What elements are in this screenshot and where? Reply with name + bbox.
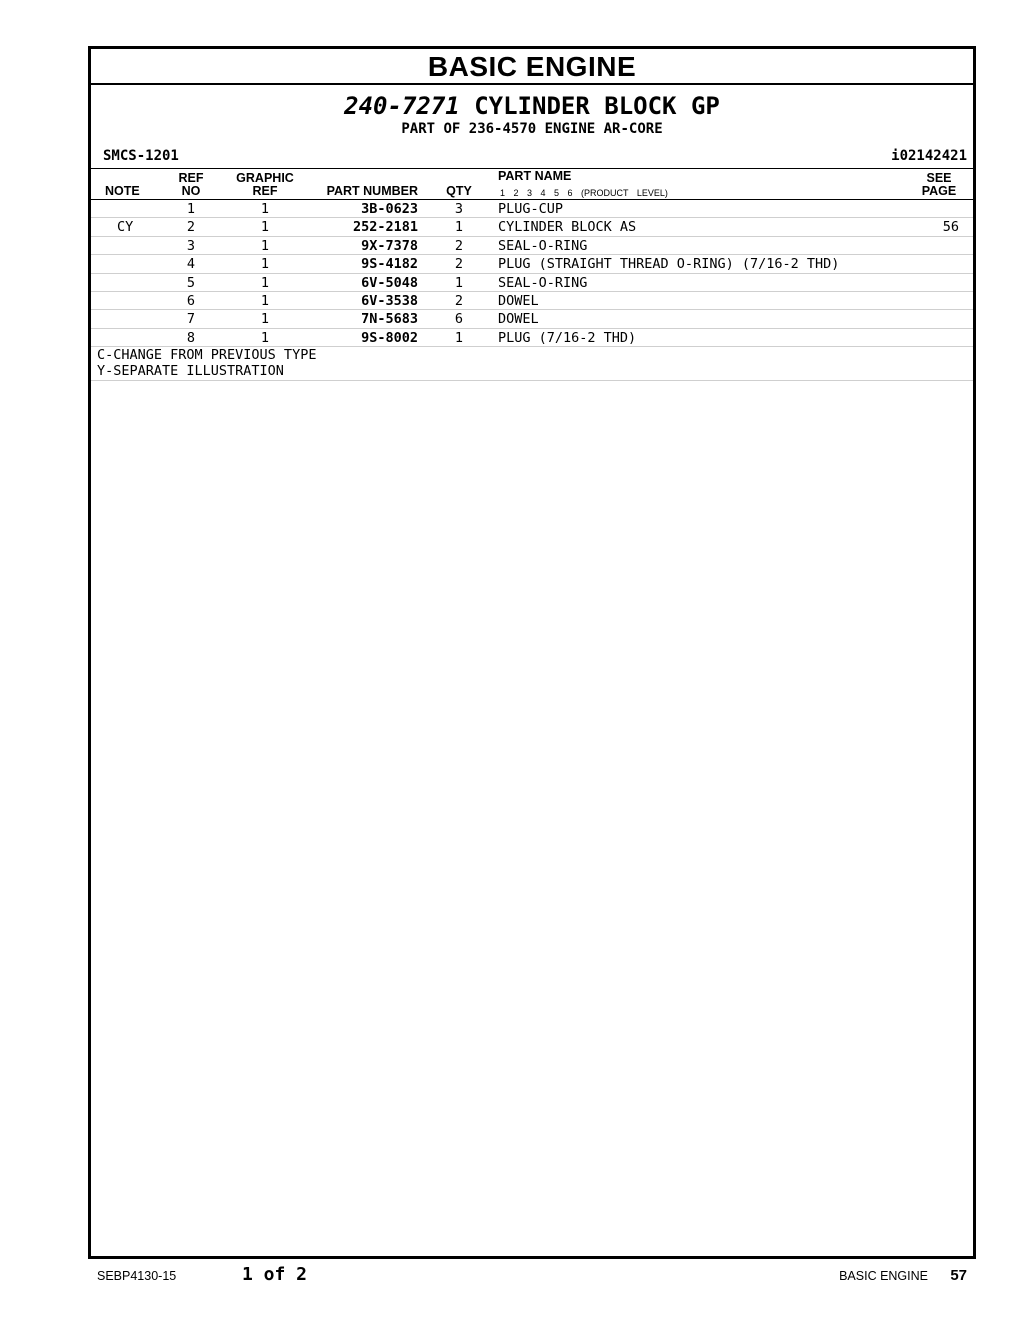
row-note: CY xyxy=(117,219,134,236)
section-title: BASIC ENGINE xyxy=(91,49,973,85)
row-part-name: DOWEL xyxy=(498,292,539,309)
page-frame xyxy=(88,46,976,1259)
header-graphic-1: GRAPHIC xyxy=(236,171,294,185)
row-qty: 2 xyxy=(454,292,464,309)
footer-page-of: 1 of 2 xyxy=(242,1264,308,1285)
header-ref-1: REF xyxy=(178,171,204,185)
row-part-name: PLUG (STRAIGHT THREAD O-RING) (7/16-2 THD) xyxy=(498,256,840,273)
row-part-number: 9S-8002 xyxy=(361,329,418,346)
row-qty: 2 xyxy=(454,237,464,254)
row-graphic-ref: 1 xyxy=(260,201,270,217)
group-number: 240-7271 xyxy=(344,92,460,120)
footer-section: BASIC ENGINE xyxy=(839,1269,928,1283)
note-separate: Y-SEPARATE ILLUSTRATION xyxy=(97,362,284,379)
parts-table xyxy=(91,200,973,347)
header-see-2: PAGE xyxy=(921,184,957,198)
row-graphic-ref: 1 xyxy=(260,292,270,309)
header-ref-2: NO xyxy=(181,184,201,198)
row-part-number: 252-2181 xyxy=(352,219,418,236)
row-part-number: 9S-4182 xyxy=(361,256,418,273)
table-row xyxy=(91,237,973,255)
header-see-1: SEE xyxy=(926,171,952,185)
notes-block xyxy=(91,347,973,381)
codes-row xyxy=(91,146,973,169)
row-ref: 6 xyxy=(186,292,196,309)
table-row xyxy=(91,255,973,273)
row-graphic-ref: 1 xyxy=(260,329,270,346)
row-graphic-ref: 1 xyxy=(260,311,270,328)
row-ref: 5 xyxy=(186,274,196,291)
row-ref: 1 xyxy=(186,201,196,217)
row-graphic-ref: 1 xyxy=(260,274,270,291)
row-part-name: PLUG-CUP xyxy=(498,201,564,217)
row-graphic-ref: 1 xyxy=(260,219,270,236)
row-part-name: DOWEL xyxy=(498,311,539,328)
row-graphic-ref: 1 xyxy=(260,256,270,273)
table-row xyxy=(91,329,973,347)
smcs-code: SMCS-1201 xyxy=(103,148,179,164)
row-part-number: 6V-5048 xyxy=(361,274,418,291)
row-qty: 3 xyxy=(454,201,464,217)
note-change: C-CHANGE FROM PREVIOUS TYPE xyxy=(97,347,317,364)
row-part-name: SEAL-O-RING xyxy=(498,274,588,291)
page-footer xyxy=(0,1264,1020,1288)
row-qty: 6 xyxy=(454,311,464,328)
row-part-number: 9X-7378 xyxy=(361,237,418,254)
group-name: CYLINDER BLOCK GP xyxy=(474,92,720,120)
row-graphic-ref: 1 xyxy=(260,237,270,254)
row-ref: 7 xyxy=(186,311,196,328)
table-row xyxy=(91,310,973,328)
header-product-level: 1 2 3 4 5 6 (PRODUCT LEVEL) xyxy=(500,188,668,198)
table-row xyxy=(91,200,973,218)
illustration-id: i02142421 xyxy=(891,148,967,164)
row-ref: 8 xyxy=(186,329,196,346)
row-part-number: 3B-0623 xyxy=(361,201,418,217)
group-title xyxy=(91,93,973,119)
group-subtitle: PART OF 236-4570 ENGINE AR-CORE xyxy=(401,121,663,137)
row-part-name: SEAL-O-RING xyxy=(498,237,588,254)
row-part-name: PLUG (7/16-2 THD) xyxy=(498,329,637,346)
header-part-number: PART NUMBER xyxy=(326,184,418,198)
row-part-number: 7N-5683 xyxy=(361,311,418,328)
header-qty: QTY xyxy=(446,184,472,198)
row-qty: 1 xyxy=(454,329,464,346)
header-note: NOTE xyxy=(105,184,140,198)
header-part-name: PART NAME xyxy=(498,169,572,183)
footer-page-number: 57 xyxy=(950,1267,967,1284)
table-row xyxy=(91,274,973,292)
table-row xyxy=(91,218,973,236)
table-row xyxy=(91,292,973,310)
row-qty: 1 xyxy=(454,219,464,236)
row-see-page: 56 xyxy=(942,219,959,236)
row-qty: 1 xyxy=(454,274,464,291)
row-ref: 3 xyxy=(186,237,196,254)
row-ref: 2 xyxy=(186,219,196,236)
header-graphic-2: REF xyxy=(252,184,278,198)
row-part-name: CYLINDER BLOCK AS xyxy=(498,219,637,236)
footer-doc-id: SEBP4130-15 xyxy=(97,1269,177,1283)
column-headers xyxy=(91,169,973,200)
row-part-number: 6V-3538 xyxy=(361,292,418,309)
row-qty: 2 xyxy=(454,256,464,273)
row-ref: 4 xyxy=(186,256,196,273)
